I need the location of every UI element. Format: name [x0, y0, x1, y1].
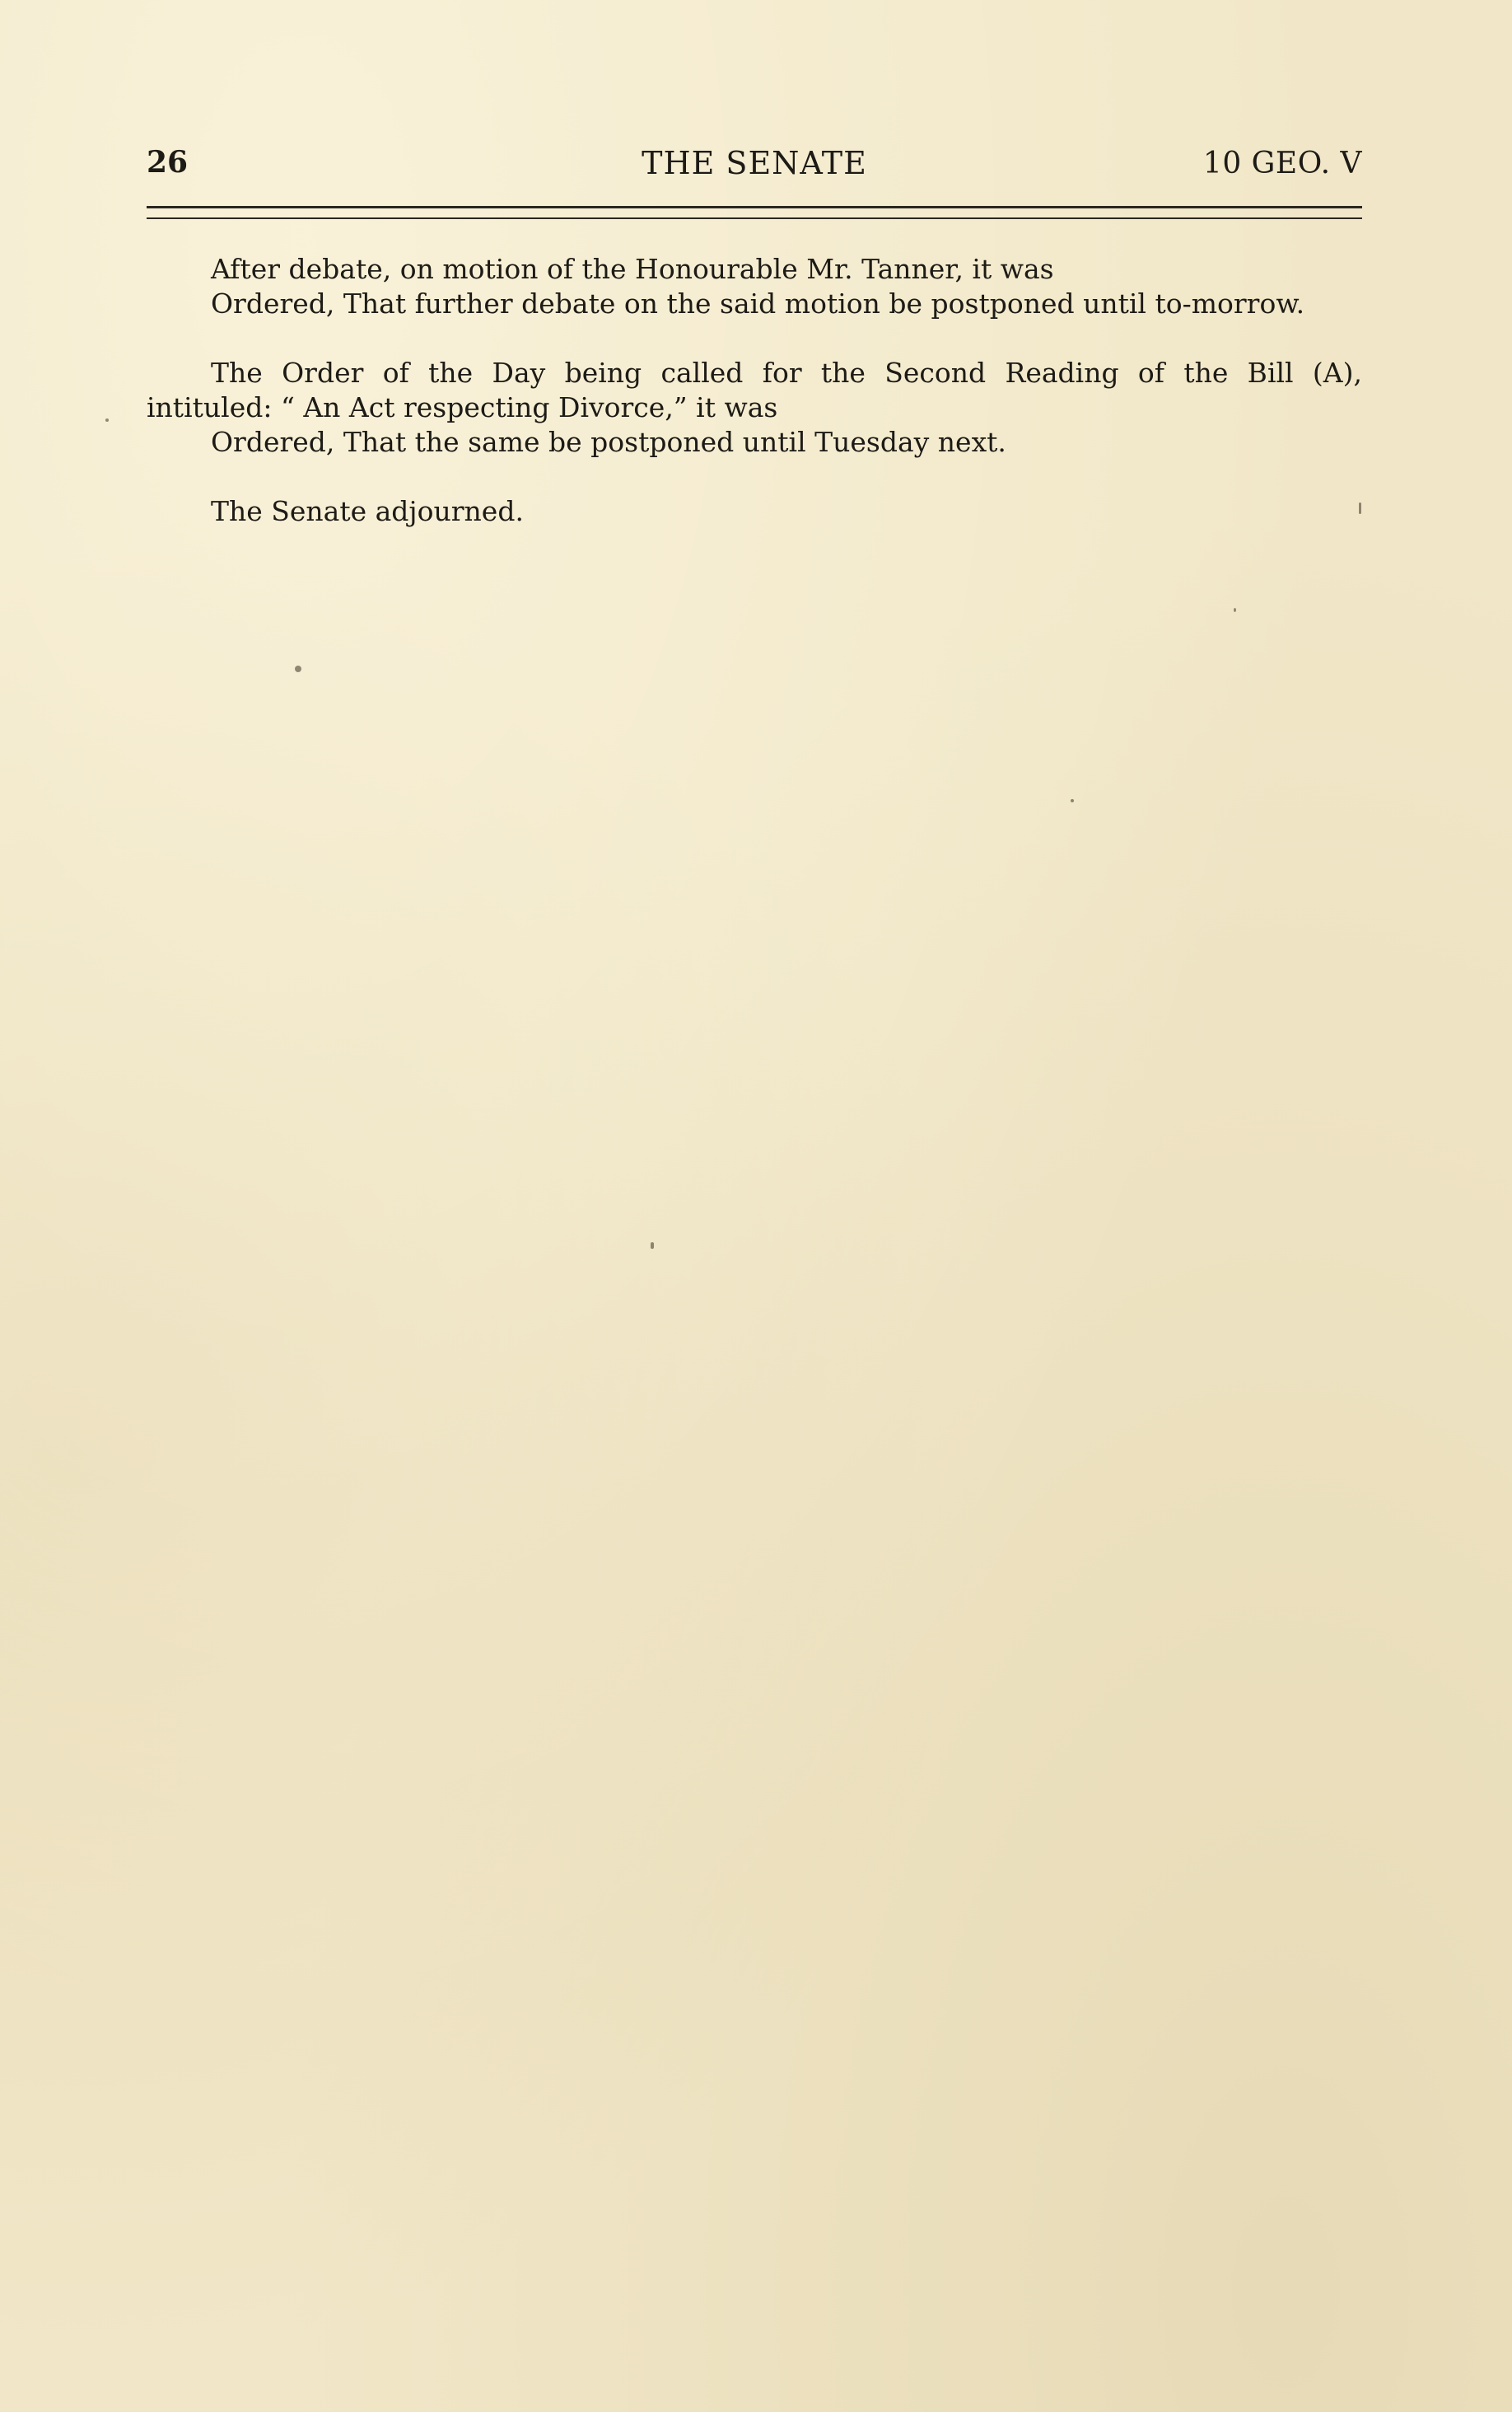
- order-line: Ordered, That further debate on the said motion be postponed until to-morrow.: [211, 287, 1305, 320]
- page-body: [147, 252, 1362, 529]
- order-of-day-line: The Order of the Day being called for the Second Reading of the Bill (A),: [211, 357, 1362, 389]
- paper-speck: [1359, 502, 1361, 514]
- paper-speck: [1234, 608, 1236, 612]
- running-title: THE SENATE: [642, 145, 867, 181]
- header-rule-top: [147, 206, 1362, 208]
- session-reference: 10 GEO. V: [1202, 147, 1362, 180]
- paper-speck: [295, 666, 301, 672]
- page-number: 26: [147, 145, 189, 180]
- debate-line: After debate, on motion of the Honourable Mr. Tanner, it was: [211, 253, 1054, 285]
- paper-speck: [651, 1242, 654, 1249]
- paper-speck: [105, 418, 109, 422]
- paper-speck: [1071, 799, 1074, 802]
- bill-title-line: intituled: “ An Act respecting Divorce,” it was: [147, 391, 778, 423]
- adjournment-line: The Senate adjourned.: [211, 495, 524, 527]
- page-header: [147, 145, 1362, 186]
- paragraph-gap: [147, 321, 1362, 356]
- header-rule-bottom: [147, 217, 1362, 219]
- order-line: Ordered, That the same be postponed until Tuesday next.: [211, 426, 1006, 458]
- paragraph-gap: [147, 460, 1362, 494]
